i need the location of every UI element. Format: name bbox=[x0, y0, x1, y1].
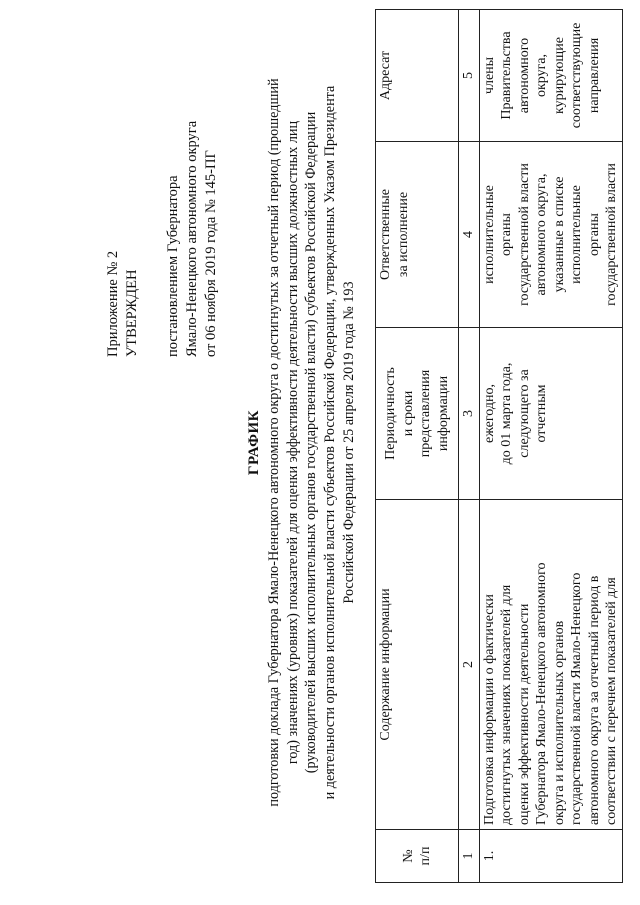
column-number-row bbox=[459, 10, 480, 883]
title-heading: ГРАФИК bbox=[246, 409, 262, 476]
schedule-table bbox=[375, 9, 623, 883]
row-content: Подготовка информации о фактически достигнутых значениях показателей для оценки эффективности деятельности Губернатора Ямало-Ненецкого автономного округа и исполнительных органов государственной власти Ямало-Ненецкого автономного округа за отчетный период в соответствии с перечнем показателей для bbox=[479, 500, 622, 830]
col-number: 1 bbox=[459, 830, 480, 883]
col-number: 5 bbox=[459, 10, 480, 142]
col-number: 3 bbox=[459, 328, 480, 500]
row-period: ежегодно, до 01 марта года, следующего за отчетным bbox=[479, 328, 622, 500]
header-addressee: Адресат bbox=[376, 10, 459, 142]
table-row bbox=[479, 10, 622, 883]
header-content: Содержание информации bbox=[376, 500, 459, 830]
row-addressee: члены Правительства автономного округа, курирующие соответствующие направления bbox=[479, 10, 622, 142]
title-line-4: и деятельности органов исполнительной власти субъектов Российской Федерации, утвержденных Указом Президента bbox=[322, 85, 339, 800]
title-line-1: подготовки доклада Губернатора Ямало-Ненецкого автономного округа о достигнутых за отчетный период (прошедший bbox=[266, 78, 282, 807]
document-title bbox=[244, 40, 359, 845]
decree-line-3: от 06 ноября 2019 года № 145-ПГ bbox=[203, 150, 219, 357]
title-line-3: (руководителей высших исполнительных органов государственной власти) субъектов Российской Федерации bbox=[303, 111, 320, 774]
decree-line-1: постановлением Губернатора bbox=[165, 175, 181, 357]
title-line-2: год) значениях (уровнях) показателей для оценки эффективности деятельности высших должностных лиц bbox=[284, 120, 301, 765]
header-number: № п/п bbox=[376, 830, 459, 883]
header-period: Периодичность и сроки представления информации bbox=[376, 328, 459, 500]
decree-line-2: Ямало-Ненецкого автономного округа bbox=[184, 120, 200, 357]
table-header-row bbox=[376, 10, 459, 883]
row-responsible: исполнительные органы государственной власти автономного округа, указанные в списке исполнительные органы государственной власти bbox=[479, 142, 622, 328]
title-line-5: Российской Федерации от 25 апреля 2019 года № 193 bbox=[340, 281, 357, 604]
approved-label: УТВЕРЖДЕН bbox=[124, 269, 140, 357]
appendix-label: Приложение № 2 bbox=[105, 250, 121, 357]
row-number: 1. bbox=[479, 830, 622, 883]
col-number: 4 bbox=[459, 142, 480, 328]
header-responsible: Ответственные за исполнение bbox=[376, 142, 459, 328]
col-number: 2 bbox=[459, 500, 480, 830]
approval-header bbox=[104, 121, 221, 357]
